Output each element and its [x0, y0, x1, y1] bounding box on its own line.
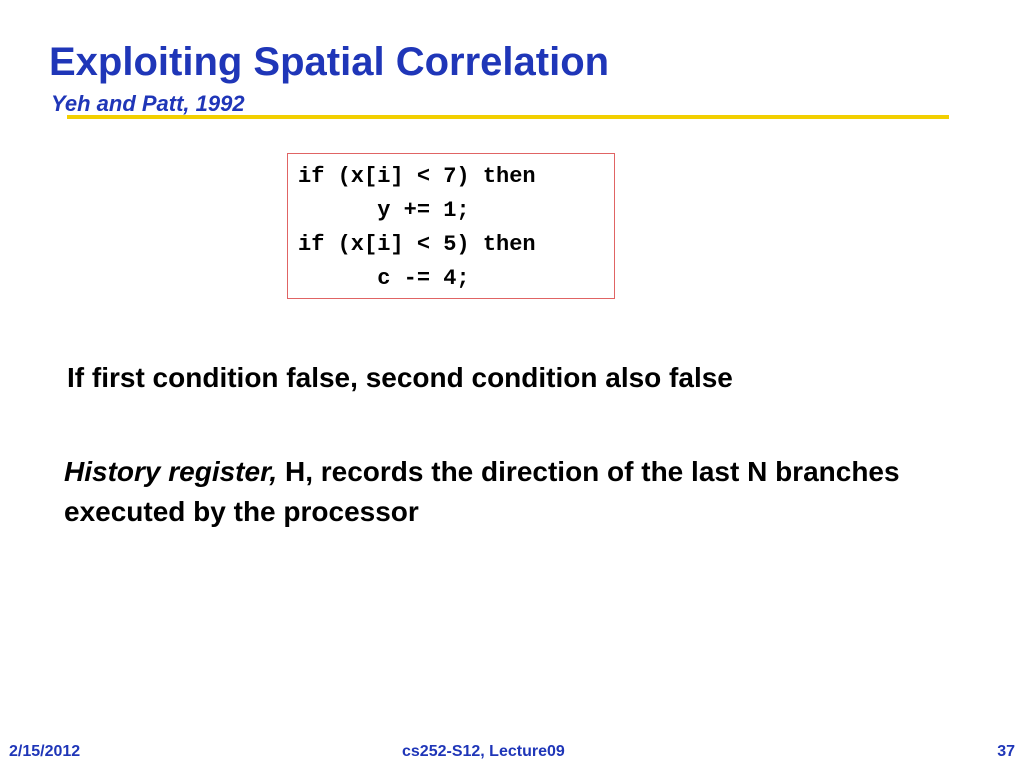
- code-line: c -= 4;: [298, 266, 470, 291]
- code-box: [287, 153, 615, 299]
- history-register-description: H, records the direction of the last N branches executed by the processor: [64, 456, 900, 527]
- slide-subtitle: Yeh and Patt, 1992: [51, 91, 245, 116]
- code-line: y += 1;: [298, 198, 470, 223]
- code-line: if (x[i] < 5) then: [298, 232, 536, 257]
- footer-page-number: 37: [997, 743, 1015, 760]
- bullet-spatial-correlation: If first condition false, second condition also false: [67, 362, 733, 393]
- history-register-term: History register,: [64, 456, 278, 487]
- code-line: if (x[i] < 7) then: [298, 164, 536, 189]
- footer-course-label: cs252-S12, Lecture09: [402, 743, 565, 760]
- slide-title: Exploiting Spatial Correlation: [49, 40, 610, 84]
- bullet-history-register: [64, 452, 964, 532]
- footer-date: 2/15/2012: [9, 743, 81, 760]
